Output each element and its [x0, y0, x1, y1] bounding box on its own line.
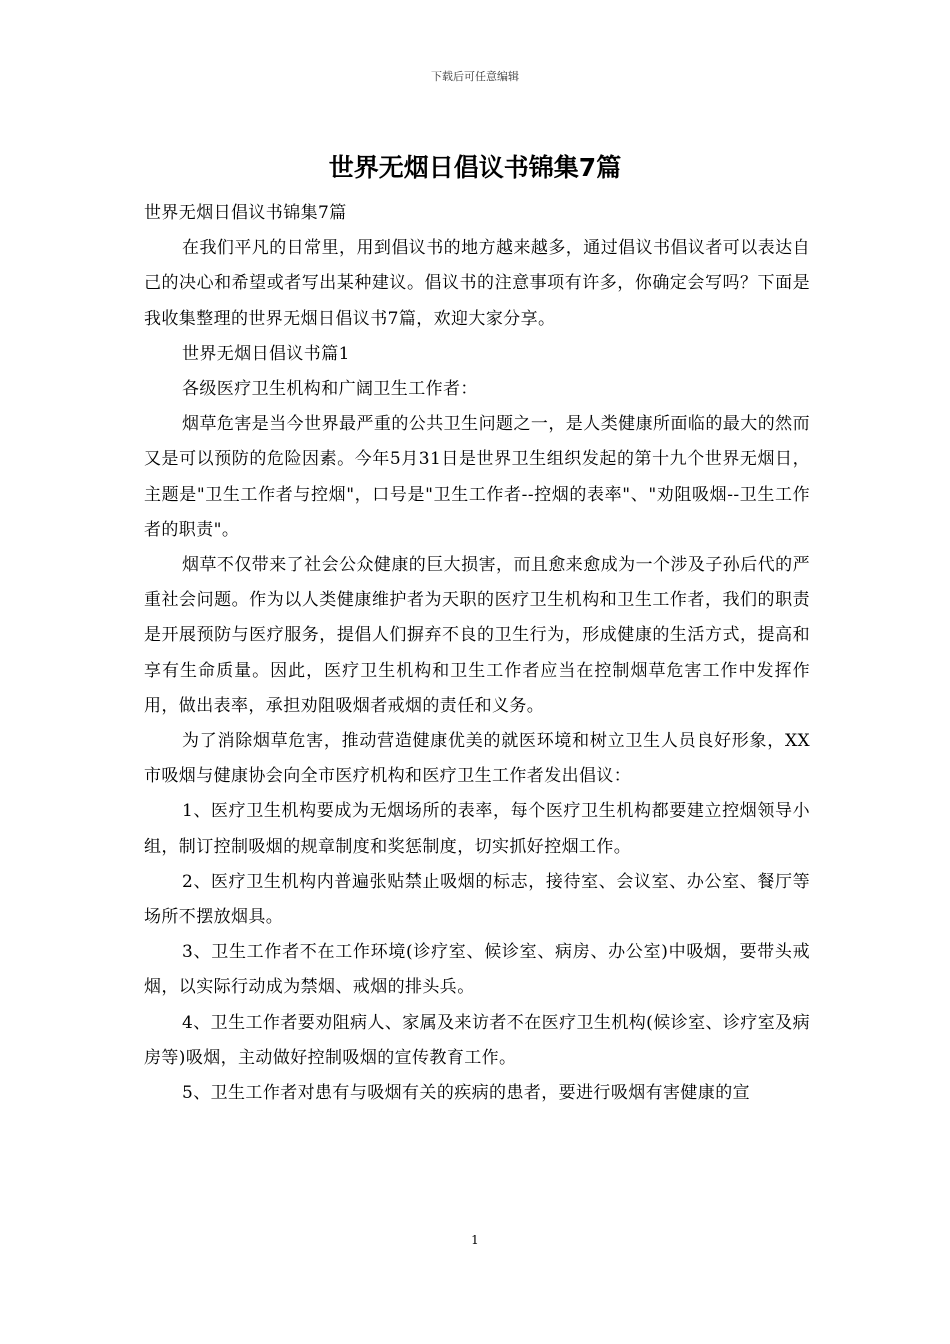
- paragraph: 世界无烟日倡议书锦集7篇: [144, 203, 347, 223]
- paragraph: 3、卫生工作者不在工作环境(诊疗室、候诊室、病房、办公室)中吸烟，要带头戒烟，以实际行动成为禁烟、戒烟的排头兵。: [144, 942, 810, 998]
- paragraph: 为了消除烟草危害，推动营造健康优美的就医环境和树立卫生人员良好形象，XX市吸烟与健康协会向全市医疗机构和医疗卫生工作者发出倡议：: [144, 731, 810, 787]
- paragraph: 1、医疗卫生机构要成为无烟场所的表率，每个医疗卫生机构都要建立控烟领导小组，制订控制吸烟的规章制度和奖惩制度，切实抓好控烟工作。: [144, 801, 810, 857]
- paragraph: 4、卫生工作者要劝阻病人、家属及来访者不在医疗卫生机构(候诊室、诊疗室及病房等)吸烟，主动做好控制吸烟的宣传教育工作。: [144, 1012, 810, 1068]
- document-title: 世界无烟日倡议书锦集7篇: [328, 153, 622, 182]
- paragraph: 5、卫生工作者对患有与吸烟有关的疾病的患者，要进行吸烟有害健康的宣: [182, 1083, 751, 1104]
- paragraph: 各级医疗卫生机构和广阔卫生工作者：: [182, 379, 478, 400]
- page-number: 1: [471, 1233, 479, 1247]
- paragraph: 世界无烟日倡议书篇1: [182, 343, 350, 364]
- paragraph: 在我们平凡的日常里，用到倡议书的地方越来越多，通过倡议书倡议者可以表达自己的决心和希望或者写出某种建议。倡议书的注意事项有许多，你确定会写吗？下面是我收集整理的世界无烟日倡议书7篇，欢迎大家分享。: [144, 238, 810, 329]
- paragraph: 烟草危害是当今世界最严重的公共卫生问题之一，是人类健康所面临的最大的然而又是可以预防的危险因素。今年5月31日是世界卫生组织发起的第十九个世界无烟日，主题是"卫生工作者与控烟"，口号是"卫生工作者--控烟的表率"、"劝阻吸烟--卫生工作者的职责"。: [144, 414, 810, 540]
- paragraph: 烟草不仅带来了社会公众健康的巨大损害，而且愈来愈成为一个涉及子孙后代的严重社会问题。作为以人类健康维护者为天职的医疗卫生机构和卫生工作者，我们的职责是开展预防与医疗服务，提倡人们摒弃不良的卫生行为，形成健康的生活方式，提高和享有生命质量。因此，医疗卫生机构和卫生工作者应当在控制烟草危害工作中发挥作用，做出表率，承担劝阻吸烟者戒烟的责任和义务。: [144, 555, 810, 716]
- paragraph: 2、医疗卫生机构内普遍张贴禁止吸烟的标志，接待室、会议室、办公室、餐厅等场所不摆放烟具。: [144, 871, 810, 928]
- header-note: 下载后可任意编辑: [431, 70, 519, 83]
- document-body: [144, 196, 810, 1111]
